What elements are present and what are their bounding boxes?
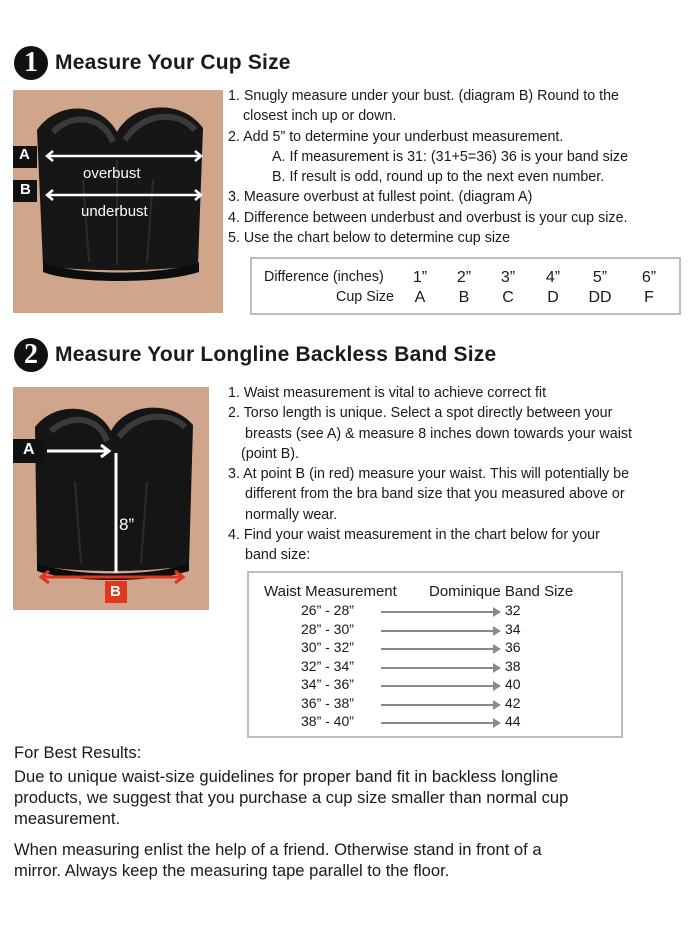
instruction-line: band size:: [245, 547, 311, 564]
cup-table-row1-label: Difference (inches): [264, 269, 384, 285]
band-table-row: [249, 658, 621, 676]
diff-cell: 6”: [641, 269, 657, 286]
instruction-line: 1. Waist measurement is vital to achieve correct fit: [228, 385, 547, 401]
arrow-line: [381, 685, 493, 687]
photo2-label-length: 8”: [119, 515, 135, 534]
band-cell: 44: [505, 713, 521, 729]
instruction-line: breasts (see A) & measure 8 inches down towards your waist: [245, 425, 632, 442]
section2-instructions: [228, 383, 632, 566]
instruction-line: 3. At point B (in red) measure your waist. This will potentially be: [228, 466, 630, 483]
band-table-row: [249, 676, 621, 694]
arrow-line: [381, 722, 493, 724]
band-table-row: [249, 713, 621, 731]
cup-cell: C: [502, 289, 514, 306]
instruction-line: A. If measurement is 31: (31+5=36) 36 is your band size: [272, 148, 629, 165]
instruction-line: 5. Use the chart below to determine cup size: [228, 230, 511, 247]
band-cell: 40: [505, 676, 521, 692]
instruction-line: different from the bra band size that you measured above or: [245, 486, 625, 503]
step-number-1-icon: 1: [14, 46, 48, 80]
band-cell: 34: [505, 620, 521, 637]
band-cell: 32: [505, 602, 521, 618]
cup-size-photo: [13, 90, 223, 313]
cup-cell: B: [458, 289, 470, 306]
paragraph-line: measurement.: [14, 809, 121, 828]
paragraph-line: mirror. Always keep the measuring tape parallel to the floor.: [14, 861, 450, 880]
section1-header: [14, 46, 291, 80]
instruction-line: 1. Snugly measure under your bust. (diagram B) Round to the: [228, 88, 619, 104]
band-size-table: [247, 571, 623, 738]
photo1-label-overbust: overbust: [83, 165, 141, 182]
section1-title: Measure Your Cup Size: [55, 51, 291, 74]
instruction-line: closest inch up or down.: [243, 108, 397, 125]
section1-instructions: [228, 86, 628, 248]
arrow-right-icon: [493, 681, 501, 691]
arrow-right-icon: [493, 700, 501, 710]
arrow-right-icon: [493, 718, 501, 728]
waist-cell: 26” - 28”: [301, 602, 354, 618]
instruction-line: 3. Measure overbust at fullest point. (diagram A): [228, 189, 533, 206]
diff-cell: 2”: [456, 269, 472, 286]
photo2-label-b: B: [110, 583, 121, 600]
waist-cell: 28” - 30”: [301, 620, 354, 637]
instruction-line: 4. Difference between underbust and overbust is your cup size.: [228, 209, 628, 226]
cup-cell: F: [644, 289, 654, 306]
photo1-label-underbust: underbust: [81, 203, 148, 220]
section2-header: [14, 338, 496, 372]
paragraph-line: When measuring enlist the help of a friend. Otherwise stand in front of a: [14, 840, 542, 859]
instruction-line: 2. Add 5” to determine your underbust measurement.: [228, 128, 564, 145]
arrow-right-icon: [493, 663, 501, 673]
paragraph-line: Due to unique waist-size guidelines for proper band fit in backless longline: [14, 767, 559, 786]
photo1-label-a: A: [19, 146, 30, 163]
photo2-label-a: A: [23, 441, 35, 458]
band-cell: 38: [505, 657, 521, 674]
cup-cell: A: [414, 289, 426, 306]
instruction-line: 4. Find your waist measurement in the chart below for your: [228, 527, 600, 544]
arrow-right-icon: [493, 626, 501, 636]
section2-title: Measure Your Longline Backless Band Size: [55, 343, 497, 366]
diff-cell: 1”: [412, 269, 428, 286]
waist-cell: 32” - 34”: [301, 657, 354, 674]
band-table-header-band: Dominique Band Size: [429, 583, 574, 600]
diff-cell: 5”: [592, 269, 608, 286]
instruction-line: 2. Torso length is unique. Select a spot directly between your: [228, 405, 613, 422]
cup-table-row2-label: Cup Size: [336, 289, 395, 305]
paragraph-line: products, we suggest that you purchase a cup size smaller than normal cup: [14, 788, 569, 807]
arrow-line: [381, 630, 493, 632]
band-table-row: [249, 602, 621, 620]
arrow-line: [381, 704, 493, 706]
arrow-line: [381, 611, 493, 613]
waist-cell: 38” - 40”: [301, 713, 354, 729]
band-table-header-waist: Waist Measurement: [264, 583, 397, 600]
waist-cell: 34” - 36”: [301, 676, 354, 692]
best-results: [14, 742, 694, 881]
diff-cell: 3”: [500, 269, 516, 286]
cup-cell: D: [547, 289, 559, 306]
arrow-line: [381, 648, 493, 650]
bustier-illustration: [13, 90, 223, 313]
waist-cell: 30” - 32”: [301, 639, 354, 655]
cup-size-table: [250, 257, 681, 315]
best-results-heading: For Best Results:: [14, 743, 142, 762]
band-cell: 42: [505, 694, 521, 711]
band-table-row: [249, 621, 621, 639]
photo1-label-b: B: [20, 181, 31, 198]
diff-cell: 4”: [545, 269, 561, 286]
best-results-paragraph-2: [14, 839, 694, 881]
longline-illustration: [13, 387, 209, 610]
instruction-line: B. If result is odd, round up to the next even number.: [272, 169, 605, 186]
waist-cell: 36” - 38”: [301, 694, 354, 711]
band-table-row: [249, 639, 621, 657]
instruction-line: (point B).: [241, 445, 300, 462]
best-results-paragraph-1: [14, 766, 694, 829]
step-number-2-icon: 2: [14, 338, 48, 372]
arrow-line: [381, 667, 493, 669]
instruction-line: normally wear.: [245, 506, 338, 523]
cup-cell: DD: [588, 289, 612, 306]
band-table-row: [249, 695, 621, 713]
band-size-photo: [13, 387, 209, 610]
arrow-right-icon: [493, 607, 501, 617]
arrow-right-icon: [493, 644, 501, 654]
band-cell: 36: [505, 639, 521, 655]
